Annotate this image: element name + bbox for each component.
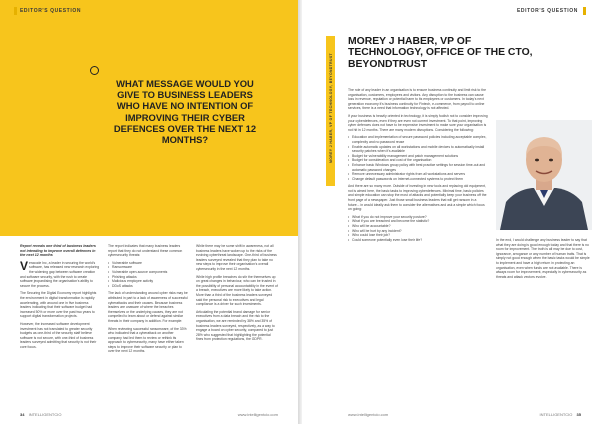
article-paragraph: The Securing the Digital Economy report highlights the environment in digital transformation is rapidly accelerating, with around one in five business leaders indicating that their software budget had increased 50% or more over the past two years to support digital transformation projects. — [20, 291, 97, 319]
list-item: • Remove unnecessary administrator rights from all workstations and servers — [348, 172, 488, 177]
answer-paragraph: And there are so many more. Outside of investing in new tools and replacing old equipment, not is aimed here, the basic tasks to improving cyberdefences. Minimal time, basic policies and simple education can stop the most of attacks and potentially keep your business off the front page of a newspaper. Just those small business leaders that will get ransom in a future... in would ideally ask them to consider the alternatives and ask a simple which focus on going: — [348, 184, 487, 212]
executive-heading: MOREY J HABER, VP OF TECHNOLOGY, OFFICE OF THE CTO, BEYONDTRUST — [348, 36, 533, 70]
list-item: • Who will be hurt by any incident? — [348, 229, 488, 234]
page-number: 34 — [20, 412, 25, 417]
list-item: • Budget for vulnerability management and patch management solutions — [348, 154, 488, 159]
section-marker — [14, 7, 17, 15]
article-paragraph: The lack of understanding around cyber risks may be attributed in part to a lack of awareness of successful cyberattacks and their causes. Because business leaders are unaware of where the breaches themselves or the underlying causes, they are not compelled to learn about or defend against similar threats in their company in addition. For example: — [108, 291, 188, 323]
article-paragraph: However, the increased software development investment has not translated to greater security budgets as one-third of the security staff believe software is not secure, with one-third of business leaders surveyed admitting that security is not their core focus. — [20, 321, 97, 349]
article-column-3 — [196, 244, 278, 345]
list-item: • Could someone potentially even lose their life? — [348, 238, 488, 243]
article-paragraph: The report indicates that many business leaders report that they do not understand these common cybersecurity threats: — [108, 244, 183, 258]
vertical-tab-text: MOREY J HABER, VP OF TECHNOLOGY, BEYONDTRUST — [329, 53, 333, 163]
section-marker — [583, 7, 586, 15]
answer-paragraph: The role of any leader in an organisation is to ensure business continuity and limit risk to the organisation, customers, employees and visitors. Any disruption to the business can cause loss in revenue, reputation or potential harm to its employees or customers. In today's next generation economy it's business continuity for Fintech, e-commerce, from payroll to online services, there is a need that information technology is not affected. — [348, 88, 486, 111]
article-column-2 — [108, 244, 188, 357]
article-paragraph: While there may be some shift in awareness, not all business leaders have woken up to the risks of the evolving cyberthreat landscape. One-third of business leaders surveyed revealed that they plan to take no new steps to improve their organisation's overall cybersecurity in the next 12 months. — [196, 244, 277, 271]
answer-column-1 — [348, 88, 488, 245]
list-item: • Ransomware — [108, 265, 188, 270]
executive-photo — [496, 120, 592, 230]
list-item: • Malicious employee activity — [108, 279, 188, 284]
list-item: • Who will be accountable? — [348, 224, 488, 229]
list-item: • Enable automatic updates on all workstations and mobile devices to automatically install security patches when it's available — [348, 145, 488, 154]
list-item: • Education and implementation of secure password policies including acceptable complex, complexity and no password reuse — [348, 135, 488, 144]
list-item: • Who could lose their job? — [348, 233, 488, 238]
list-item: • DDoS attacks — [108, 284, 188, 289]
list-item: • Enhance basic Windows group policy with best practice settings for session time-out and automatic password changes — [348, 163, 488, 172]
page-footer — [20, 412, 61, 417]
section-label: EDITOR'S QUESTION — [516, 8, 578, 14]
article-paragraph: While high profile breaches do stir the themselves up on great changes in behaviour, who can be trusted in the possibility of personal accountability in the event of a breach, executives are more likely to take action. More than a third of the business leaders surveyed said the personal risk to executives and legal compliance is a driver for such investments. — [196, 274, 278, 307]
list-item: • What if you do not improve your security posture? — [348, 215, 488, 220]
page-number: 35 — [576, 412, 581, 417]
article-paragraph: When reviewing successful ransomware, of the 33% who indicated that a cyberattack on another company had led them to review or rethink its approach to cybersecurity, many have either taken steps to improve their software security or plan to over the next 12 months. — [108, 326, 187, 354]
list-item: • Change default passwords on Internet-connected systems to protect them — [348, 177, 488, 182]
recommendation-list — [348, 135, 488, 181]
article-column-1 — [20, 244, 100, 352]
section-label: EDITOR'S QUESTION — [20, 8, 82, 14]
left-page — [0, 0, 298, 424]
list-item: • Vulnerable software — [108, 261, 188, 266]
threat-list — [108, 261, 188, 289]
answer-paragraph: In the end, I would challenge any business leader to say that what they are doing is good enough today and that there is no room for improvement. The truth is all may be due to cost, ignorance, arrogance or any number of human traits. That is simply not good enough when the basic tasks would be simple to implement and have a high return in protecting an organisation, even when funds are not available. There is always room for improvement, especially in cybersecurity as threats and attack vectors evolve. — [496, 238, 590, 279]
answer-column-2 — [496, 238, 592, 282]
drop-cap: V — [20, 258, 29, 273]
vertical-name-tab — [326, 36, 335, 186]
answer-paragraph: If your business is heavily oriented in technology, it is simply foolish not to consider improving your cyberdefences, even if they are even not current investment. To that point, improving cyber defences does not have to be expensive investment to make sure your organisation is not hit in 12 months. There are many modern disruptions. Considering the following: — [348, 113, 488, 132]
article-paragraph: Articulating the potential brand damage for senior executives from a data breach and the risk to the organisation, we are reminded by 38% and 35% of business leaders surveyed, respectively, as a way to engage a board on cyber security, compared to just 28% who suggested that highlighting the potential fines from protection regulations, the GDPR. — [196, 309, 275, 342]
footer-url: www.intelligentcio.com — [348, 412, 389, 417]
article-lead: Report reveals one third of business leaders not intending to improve overall defences in the next 12 months — [20, 244, 96, 258]
question-list — [348, 215, 488, 243]
publication-name: INTELLIGENTCIO — [539, 412, 573, 417]
list-item: • Budget for consideration and cost of the organisation — [348, 158, 488, 163]
article-paragraph: Veracode Inc, a leader in securing the world's software, has released new research exploring the widening gap between software creation and software security, with the rush to create software jeopardising the organisation's ability to secure the process. — [20, 258, 100, 288]
editors-question: WHAT MESSAGE WOULD YOU GIVE TO BUSINESS LEADERS WHO HAVE NO INTENTION OF IMPROVING THEIR CYBER DEFENCES OVER THE NEXT 12 MONTHS? — [113, 78, 257, 146]
publication-name: INTELLIGENTCIO — [28, 412, 62, 417]
page-footer — [540, 412, 584, 417]
question-banner — [0, 0, 298, 236]
footer-url: www.intelligentcio.com — [237, 412, 278, 417]
list-item: • Vulnerable open-source components — [108, 270, 188, 275]
list-item: • What if you are breached and become the statistic? — [348, 219, 488, 224]
right-page — [302, 0, 600, 424]
list-item: • Phishing attacks — [108, 275, 188, 280]
decorative-circle-icon — [90, 66, 99, 75]
